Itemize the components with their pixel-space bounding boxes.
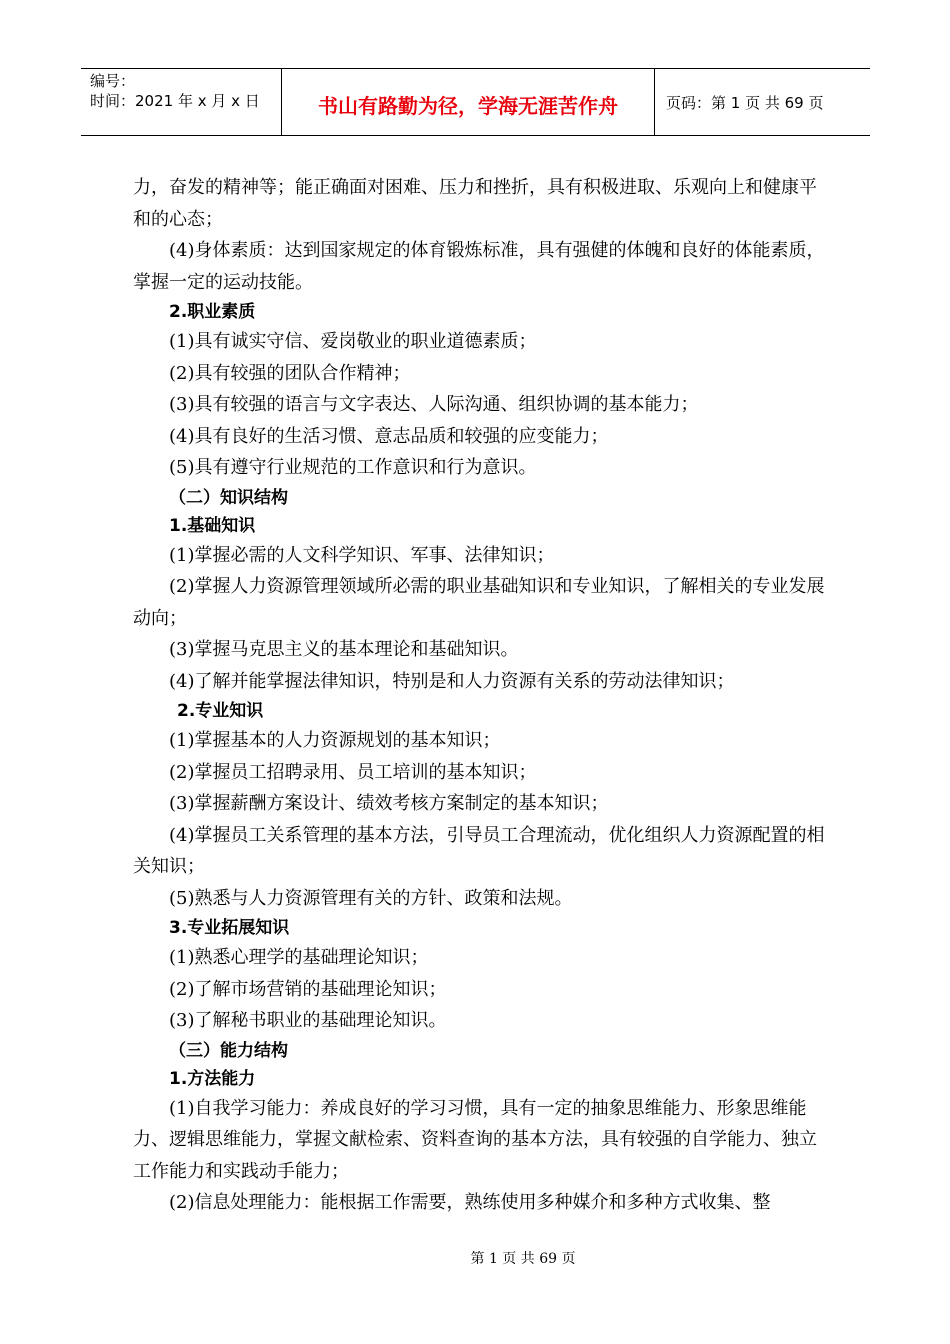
list-item: (5)熟悉与人力资源管理有关的方针、政策和法规。 [169, 887, 573, 909]
section-heading: （三）能力结构 [169, 1040, 288, 1061]
header-motto: 书山有路勤为径，学海无涯苦作舟 [282, 69, 655, 135]
list-item: (5)具有遵守行业规范的工作意识和行为意识。 [169, 457, 537, 478]
section-heading: 1.基础知识 [169, 515, 256, 536]
list-item: (3)具有较强的语言与文字表达、人际沟通、组织协调的基本能力； [169, 394, 699, 415]
list-item: (1)自我学习能力：养成良好的学习习惯，具有一定的抽象思维能力、形象思维能力、逻辑思维能力，掌握文献检索、资料查询的基本方法，具有较强的自学能力、独立工作能力和实践动手能力； [133, 1097, 817, 1182]
list-item: (4)了解并能掌握法律知识，特别是和人力资源有关系的劳动法律知识； [169, 670, 735, 692]
paragraph: 力，奋发的精神等；能正确面对困难、压力和挫折，具有积极进取、乐观向上和健康平和的心态； [133, 177, 817, 230]
list-item: (2)掌握人力资源管理领域所必需的职业基础知识和专业知识，了解相关的专业发展动向； [133, 576, 825, 629]
list-item: (1)掌握必需的人文科学知识、军事、法律知识； [169, 544, 555, 566]
list-item: (2)具有较强的团队合作精神； [169, 362, 411, 384]
document-time-label: 时间：2021 年 x 月 x 日 [90, 92, 260, 110]
section-heading: 2.专业知识 [177, 701, 264, 721]
document-number-label: 编号： [90, 72, 136, 90]
paragraph: (4)身体素质：达到国家规定的体育锻炼标准，具有强健的体魄和良好的体能素质，掌握一定的运动技能。 [133, 240, 825, 293]
list-item: (3)掌握薪酬方案设计、绩效考核方案制定的基本知识； [169, 793, 609, 814]
list-item: (2)了解市场营销的基础理论知识； [169, 978, 447, 1000]
section-heading: （二）知识结构 [169, 487, 288, 508]
page-footer: 第 1 页 共 69 页 [470, 1251, 576, 1267]
header-page-info: 页码：第 1 页 共 69 页 [666, 93, 824, 112]
section-heading: 3.专业拓展知识 [169, 918, 290, 938]
list-item: (1)掌握基本的人力资源规划的基本知识； [169, 730, 501, 751]
list-item: (4)掌握员工关系管理的基本方法，引导员工合理流动，优化组织人力资源配置的相关知识； [133, 824, 825, 877]
document-body [133, 172, 825, 1219]
list-item: (4)具有良好的生活习惯、意志品质和较强的应变能力； [169, 425, 609, 447]
list-item: (1)具有诚实守信、爱岗敬业的职业道德素质； [169, 331, 537, 352]
page-header [81, 68, 870, 136]
list-item: (1)熟悉心理学的基础理论知识； [169, 947, 429, 968]
section-heading: 2.职业素质 [169, 302, 256, 322]
list-item: (3)了解秘书职业的基础理论知识。 [169, 1010, 447, 1031]
header-meta [81, 69, 282, 135]
section-heading: 1.方法能力 [169, 1068, 256, 1089]
list-item: (3)掌握马克思主义的基本理论和基础知识。 [169, 639, 519, 660]
list-item: (2)信息处理能力：能根据工作需要，熟练使用多种媒介和多种方式收集、整 [169, 1192, 771, 1213]
list-item: (2)掌握员工招聘录用、员工培训的基本知识； [169, 761, 537, 783]
